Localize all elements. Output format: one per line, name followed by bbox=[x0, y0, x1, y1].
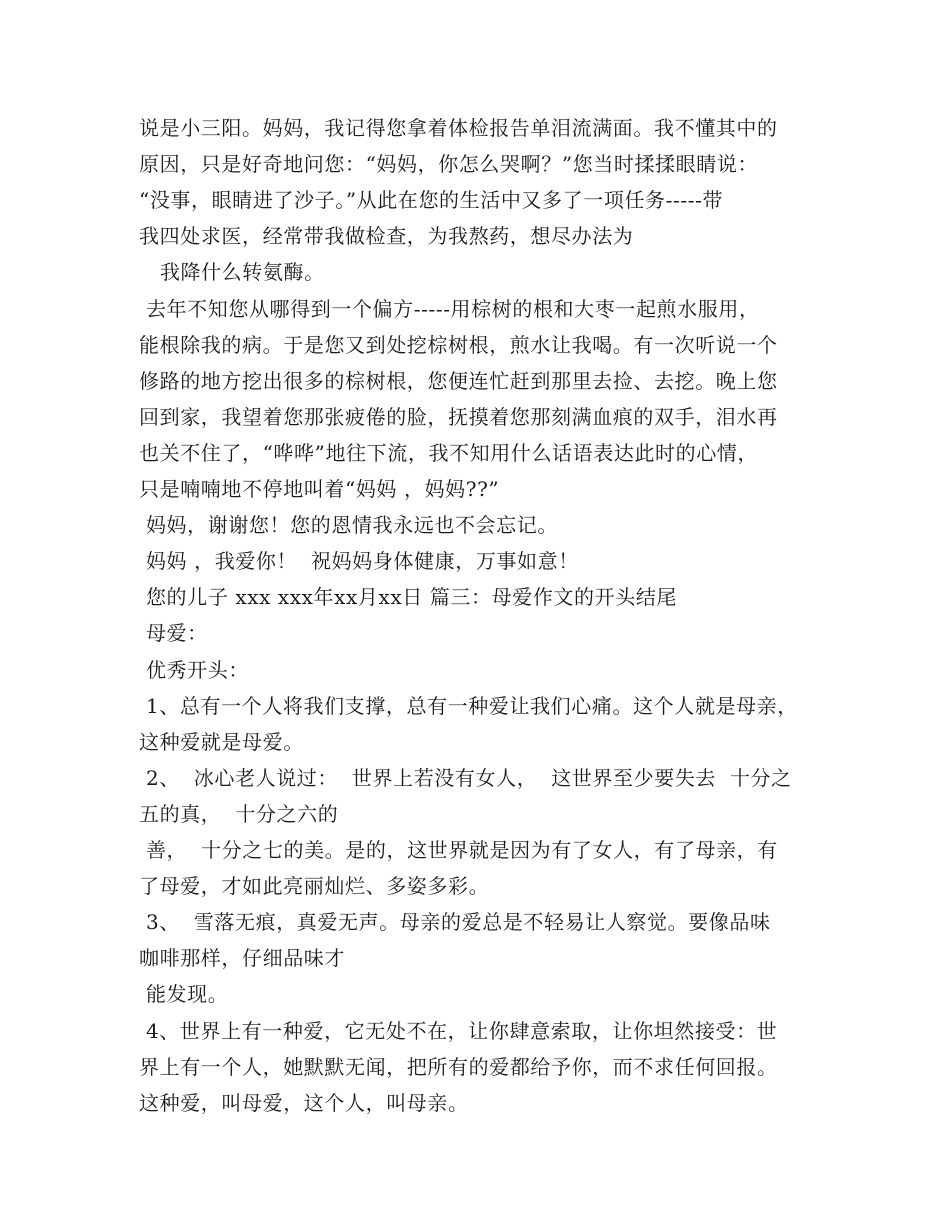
text-line: 2、 冰心老人说过： 世界上若没有女人， 这世界至少要失去 十分之 bbox=[139, 765, 792, 790]
text-line: 只是喃喃地不停地叫着“妈妈 ，妈妈??” bbox=[139, 477, 500, 501]
text-line: 原因，只是好奇地问您：“妈妈，你怎么哭啊？”您当时揉揉眼睛说： bbox=[139, 152, 759, 177]
text-line: 您的儿子 xxx xxx年xx月xx日 篇三：母爱作文的开头结尾 bbox=[139, 585, 678, 610]
text-line: 我降什么转氨酶。 bbox=[139, 260, 325, 285]
text-line: 这种爱就是母爱。 bbox=[139, 729, 304, 754]
text-line: 能发现。 bbox=[139, 982, 229, 1007]
text-line: 咖啡那样，仔细品味才 bbox=[139, 946, 345, 971]
text-line: “没事，眼睛进了沙子。”从此在您的生活中又多了一项任务-----带 bbox=[139, 188, 724, 213]
text-line: 也关不住了，“哗哗”地往下流，我不知用什么话语表达此时的心情， bbox=[139, 440, 759, 465]
text-line: 去年不知您从哪得到一个偏方-----用棕树的根和大枣一起煎水服用， bbox=[139, 296, 760, 321]
text-line: 能根除我的病。于是您又到处挖棕树根，煎水让我喝。有一次听说一个 bbox=[139, 332, 778, 357]
text-line: 修路的地方挖出很多的棕树根，您便连忙赶到那里去捡、去挖。晚上您 bbox=[139, 368, 778, 393]
text-line: 了母爱，才如此亮丽灿烂、多姿多彩。 bbox=[139, 874, 490, 899]
text-line: 妈妈 ，我爱你！ 祝妈妈身体健康，万事如意！ bbox=[139, 549, 579, 574]
text-line: 这种爱，叫母爱，这个人，叫母亲。 bbox=[139, 1090, 469, 1115]
text-line: 界上有一个人，她默默无闻，把所有的爱都给予你，而不求任何回报。 bbox=[139, 1054, 778, 1079]
text-line: 说是小三阳。妈妈，我记得您拿着体检报告单泪流满面。我不懂其中的 bbox=[139, 116, 778, 140]
text-line: 3、 雪落无痕，真爱无声。母亲的爱总是不轻易让人察觉。要像品味 bbox=[139, 910, 771, 935]
text-line: 我四处求医，经常带我做检查，为我熬药，想尽办法为 bbox=[139, 224, 634, 249]
text-line: 1、总有一个人将我们支撑，总有一种爱让我们心痛。这个人就是母亲， bbox=[139, 693, 798, 718]
text-line: 善， 十分之七的美。是的，这世界就是因为有了女人，有了母亲，有 bbox=[139, 838, 778, 862]
text-line: 母爱： bbox=[139, 621, 208, 646]
text-line: 优秀开头： bbox=[139, 657, 249, 682]
text-line: 回到家，我望着您那张疲倦的脸，抚摸着您那刻满血痕的双手，泪水再 bbox=[139, 404, 778, 429]
text-line: 4、世界上有一种爱，它无处不在，让你肆意索取，让你坦然接受：世 bbox=[139, 1018, 778, 1043]
text-line: 五的真， 十分之六的 bbox=[139, 801, 339, 826]
text-line: 妈妈，谢谢您！您的恩情我永远也不会忘记。 bbox=[139, 513, 558, 538]
